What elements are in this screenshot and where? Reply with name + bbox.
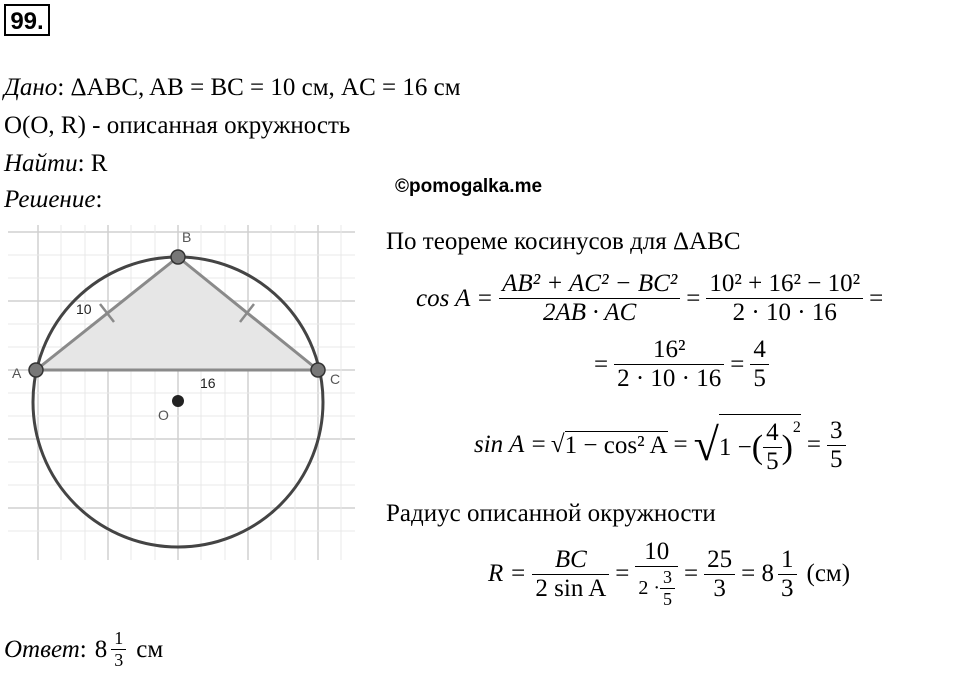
sin-eq-6: =: [806, 431, 821, 458]
answer-colon: :: [79, 635, 87, 663]
r-frac-3: [704, 546, 735, 603]
answer-frac: [111, 628, 126, 671]
cos-num-4: 4: [750, 336, 769, 365]
given-label: Дано: [4, 74, 58, 101]
given-line: [4, 74, 461, 102]
cos-eq-2: =: [869, 284, 884, 312]
sin-root-1: 1 − cos² A: [564, 431, 668, 459]
r-mixed-frac: [778, 546, 797, 603]
paren-open: (: [751, 428, 764, 466]
sin-res-den: 5: [830, 445, 843, 473]
sin-inner-den: 5: [766, 448, 779, 475]
sin-formula: [474, 410, 846, 480]
radius-line: Радиус описанной окружности: [386, 500, 716, 527]
r-num-1: BC: [532, 546, 609, 575]
answer-line: [4, 628, 163, 671]
r-num-3: 25: [704, 546, 735, 575]
sin-result-frac: [827, 417, 846, 474]
cos-eq-4: =: [730, 350, 745, 378]
r-den2-den: 5: [663, 589, 673, 609]
cos-formula-2: [594, 336, 775, 393]
r-den-2: [635, 567, 678, 610]
r-frac-1: [532, 546, 609, 603]
answer-label: Ответ: [4, 635, 80, 663]
cos-num-1: AB² + AC² − BC²: [499, 270, 680, 299]
r-den2-frac: [660, 567, 675, 610]
r-frac-2: [635, 538, 678, 610]
cos-den-1: 2AB · AC: [543, 299, 637, 326]
r-num-2: 10: [635, 538, 678, 567]
sin-inner-frac: [763, 419, 782, 476]
problem-number: 99.: [4, 4, 50, 36]
given-text: : ΔABC, AB = BC = 10 см, AC = 16 см: [57, 74, 461, 101]
solution-label: Решение: [4, 186, 96, 213]
sin-inner-num: 4: [763, 419, 782, 448]
r-formula: [488, 538, 850, 610]
cos-lhs: cos A =: [416, 284, 494, 312]
r-eq-9: = 8: [741, 560, 775, 587]
r-eq-8: =: [684, 560, 699, 587]
answer-num: 1: [111, 628, 126, 650]
answer-den: 3: [114, 650, 124, 670]
sin-root-2: [719, 414, 801, 476]
cos-den-4: 5: [753, 365, 766, 392]
find-text: : R: [77, 150, 108, 177]
r-frac-den: 3: [781, 574, 794, 602]
label-side-ab: 10: [76, 301, 92, 317]
cos-eq-1: =: [686, 284, 701, 312]
sin-res-num: 3: [827, 417, 846, 446]
point-a: [29, 363, 43, 377]
geometry-figure: [0, 220, 370, 565]
sqrt-1: √: [550, 431, 565, 458]
answer-unit: см: [136, 635, 164, 663]
cos-formula: [416, 270, 883, 327]
solution-colon: :: [95, 186, 103, 213]
r-den2-pre: 2 ·: [638, 577, 661, 599]
cos-eq-3: =: [594, 350, 609, 378]
sin-power: 2: [792, 419, 801, 436]
cos-num-2: 10² + 16² − 10²: [706, 270, 863, 299]
cos-frac-1: [499, 270, 680, 327]
cos-frac-2: [706, 270, 863, 327]
point-o: [172, 395, 184, 407]
answer-whole: 8: [94, 635, 108, 663]
paren-close: ): [781, 428, 793, 466]
solution-line: [4, 186, 102, 214]
cos-den-3: 2 · 10 · 16: [617, 365, 722, 392]
cos-frac-3: [614, 336, 724, 393]
r-den2-num: 3: [660, 567, 675, 589]
sin-root2-a: 1 −: [718, 433, 752, 461]
watermark: ©pomogalka.me: [395, 176, 543, 197]
label-side-ac: 16: [200, 375, 216, 391]
cos-num-3: 16²: [614, 336, 724, 365]
point-b: [171, 250, 185, 264]
cos-frac-4: [750, 336, 769, 393]
r-den-1: 2 sin A: [535, 574, 607, 602]
sin-lhs: sin A =: [474, 431, 547, 458]
label-b: B: [182, 229, 192, 245]
circle-line: O(O, R) - описанная окружность: [4, 112, 351, 139]
label-o: O: [158, 407, 169, 423]
find-label: Найти: [4, 150, 78, 177]
r-frac-num: 1: [778, 546, 797, 575]
cosine-theorem-line: По теореме косинусов для ΔABC: [386, 228, 741, 255]
r-lhs: R =: [488, 560, 527, 587]
point-c: [311, 363, 325, 377]
r-den-3: 3: [713, 574, 726, 602]
r-eq-7: =: [615, 560, 630, 587]
sqrt-2: √: [693, 419, 719, 470]
cos-den-2: 2 · 10 · 16: [732, 299, 837, 326]
sin-eq-5: =: [673, 431, 688, 458]
label-a: A: [12, 365, 22, 381]
r-unit: (см): [806, 560, 851, 587]
find-line: [4, 150, 107, 178]
label-c: C: [330, 371, 341, 387]
